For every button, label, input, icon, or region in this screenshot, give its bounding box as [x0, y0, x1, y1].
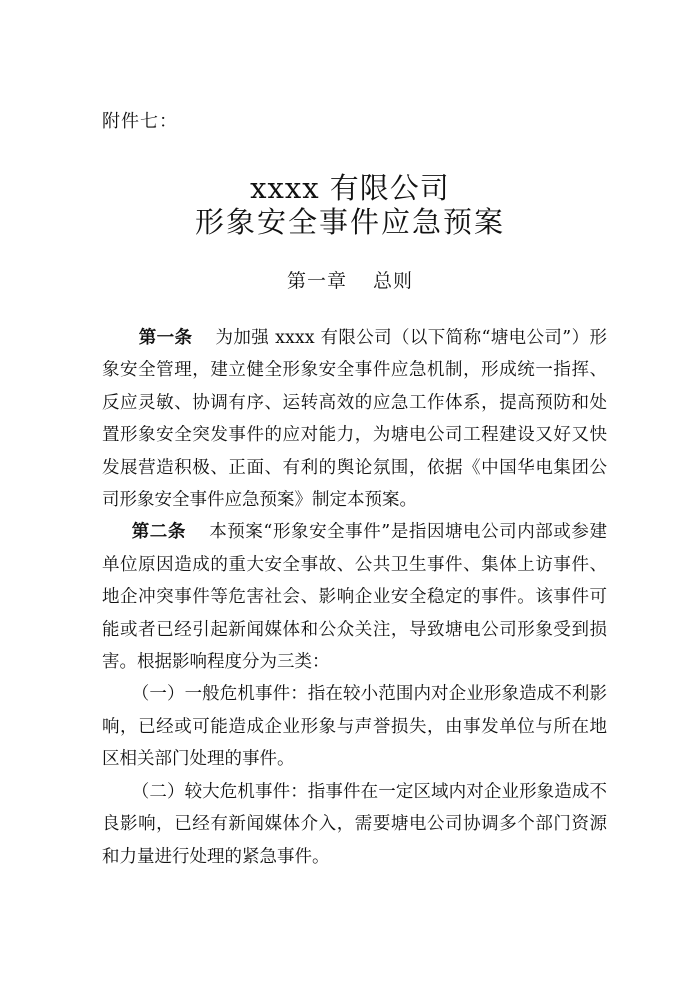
article-label: 第二条: [131, 522, 186, 543]
chapter-title: 总则: [373, 270, 414, 292]
article-text: 本预案“形象安全事件”是指因塘电公司内部或参建单位原因造成的重大安全事故、公共卫生事件、集体上访事件、地企冲突事件等危害社会、影响企业安全稳定的事件。该事件可能或者已经引起新闻媒体和公众关注，导致塘电公司形象受到损害。根据影响程度分为三类：: [102, 522, 607, 673]
list-item: （二）较大危机事件：指事件在一定区域内对企业形象造成不良影响，已经有新闻媒体介入，需要塘电公司协调多个部门资源和力量进行处理的紧急事件。: [102, 781, 607, 867]
attachment-label: 附件七：: [102, 111, 178, 132]
article-1: [102, 322, 607, 516]
article-label: 第一条: [138, 328, 193, 348]
document-body: [102, 322, 607, 873]
list-item: （一）一般危机事件：指在较小范围内对企业形象造成不利影响，已经或可能造成企业形象与声誉损失，由事发单位与所在地区相关部门处理的事件。: [102, 684, 607, 770]
document-title-company: xxxx 有限公司: [250, 171, 450, 205]
article-2: [102, 516, 607, 678]
article-text: 为加强 xxxx 有限公司（以下简称“塘电公司”）形象安全管理，建立健全形象安全事件应急机制，形成统一指挥、反应灵敏、协调有序、运转高效的应急工作体系，提高预防和处置形象安全突发事件的应对能力，为塘电公司工程建设又好又快发展营造积极、正面、有利的舆论氛围，依据《中国华电集团公司形象安全事件应急预案》制定本预案。: [102, 328, 607, 511]
chapter-number: 第一章: [286, 270, 347, 292]
chapter-heading: [0, 266, 700, 293]
document-title-plan: 形象安全事件应急预案: [194, 205, 505, 239]
